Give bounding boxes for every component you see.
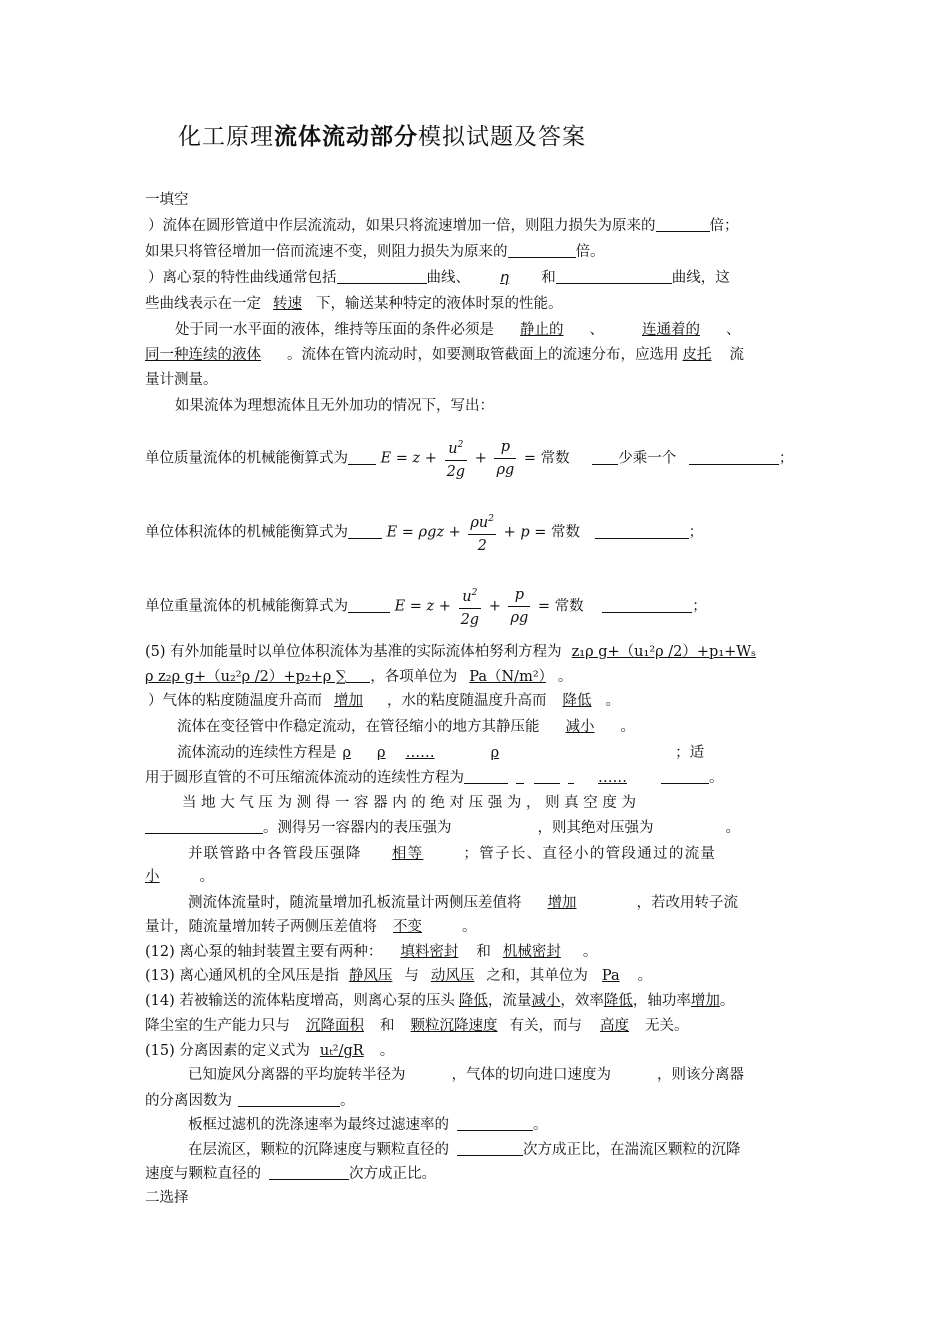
text: ； bbox=[688, 524, 704, 541]
q14-line1 bbox=[145, 992, 734, 1010]
den: 2g bbox=[446, 464, 466, 480]
q7-line bbox=[145, 718, 635, 736]
text: 。 bbox=[725, 820, 740, 836]
text: 。 bbox=[637, 968, 653, 984]
text: (14) 若被输送的流体粘度增高，则离心泵的压头 bbox=[145, 993, 455, 1009]
fraction bbox=[508, 584, 530, 629]
answer-blank bbox=[508, 243, 576, 258]
answer: ρ bbox=[490, 745, 500, 761]
formula: + p bbox=[503, 524, 530, 541]
q8-line2 bbox=[145, 769, 724, 787]
text: 倍； bbox=[709, 218, 739, 234]
text: ，则其绝对压强为 bbox=[537, 820, 654, 836]
text: 次方成正比。 bbox=[349, 1166, 436, 1182]
text: = 常数 bbox=[537, 598, 584, 615]
text: 些曲线表示在一定 bbox=[145, 296, 261, 312]
text: 单位重量流体的机械能衡算式为 bbox=[145, 598, 348, 615]
answer: …… bbox=[598, 770, 627, 786]
text: (13) 离心通风机的全风压是指 bbox=[145, 968, 339, 984]
text: = 常数 bbox=[534, 524, 581, 541]
text: 和 bbox=[476, 944, 491, 960]
formula: E = z + bbox=[394, 598, 451, 615]
answer: 同一种连续的液体 bbox=[145, 347, 261, 363]
text: (15) 分离因素的定义式为 bbox=[145, 1043, 310, 1059]
text: 处于同一水平面的液体，维持等压面的条件必须是 bbox=[175, 322, 494, 338]
blank bbox=[346, 668, 370, 683]
answer: uₜ²/gR bbox=[319, 1043, 364, 1059]
q8-line1 bbox=[145, 744, 704, 762]
q4-volume-eq bbox=[145, 508, 703, 557]
answer: 皮托 bbox=[682, 347, 712, 363]
text: 量计，随流量增加转子两侧压差值将 bbox=[145, 919, 377, 935]
text: ，流量 bbox=[487, 993, 532, 1009]
text: 次方成正比，在湍流区颗粒的沉降 bbox=[523, 1142, 741, 1158]
answer: …… bbox=[405, 745, 435, 761]
q17-line bbox=[188, 1116, 548, 1134]
text: 。流体在管内流动时，如要测取管截面上的流速分布，应选用 bbox=[287, 347, 679, 363]
answer: 高度 bbox=[600, 1018, 629, 1034]
answer: 相等 bbox=[391, 846, 424, 862]
section-heading-choice: 二选择 bbox=[145, 1190, 189, 1206]
text: (12) 离心泵的轴封装置主要有两种： bbox=[145, 944, 383, 960]
answer: 转速 bbox=[273, 296, 302, 312]
title-part: 模拟试题及答案 bbox=[418, 124, 586, 150]
q9-line2 bbox=[145, 819, 740, 837]
text: 之和，其单位为 bbox=[486, 968, 588, 984]
q5-line1 bbox=[145, 643, 756, 661]
q6-line bbox=[145, 692, 620, 710]
q11-line1 bbox=[188, 894, 738, 912]
answer: 机械密封 bbox=[502, 944, 561, 960]
blank bbox=[457, 1141, 523, 1156]
q16-line2 bbox=[145, 1092, 355, 1110]
text: 并联管路中各管段压强降 bbox=[188, 846, 362, 862]
q4-intro: 如果流体为理想流体且无外加功的情况下，写出： bbox=[175, 398, 494, 414]
answer: 连通着的 bbox=[642, 322, 700, 338]
blank bbox=[348, 450, 376, 465]
blank bbox=[689, 450, 779, 465]
text: 流体流动的连续性方程是 bbox=[177, 745, 337, 761]
answer: ρ bbox=[342, 745, 352, 761]
text: ； bbox=[778, 450, 794, 467]
num: p bbox=[494, 436, 516, 459]
q10-line2 bbox=[145, 868, 214, 886]
q4-mass-eq bbox=[145, 434, 793, 483]
q16-line1 bbox=[188, 1066, 744, 1084]
answer: Pa bbox=[601, 968, 620, 984]
text: ；管子长、直径小的管段通过的流量 bbox=[463, 846, 717, 862]
text: ，各项单位为 bbox=[370, 669, 458, 685]
answer: 增加 bbox=[334, 693, 363, 709]
blank bbox=[457, 1116, 533, 1131]
q11-line2 bbox=[145, 918, 477, 936]
q1-line2 bbox=[145, 243, 605, 261]
answer: 静止的 bbox=[520, 322, 564, 338]
fraction bbox=[468, 508, 496, 557]
text: = 常数 bbox=[523, 450, 570, 467]
formula: + bbox=[488, 598, 501, 615]
text: 板框过滤机的洗涤速率为最终过滤速率的 bbox=[188, 1117, 449, 1133]
num: $u^2$ bbox=[445, 434, 468, 461]
answer: 增加 bbox=[690, 993, 720, 1009]
answer: 填料密封 bbox=[400, 944, 459, 960]
text: ； bbox=[692, 598, 707, 615]
text: 的分离因数为 bbox=[145, 1093, 232, 1109]
answer: 降低 bbox=[603, 993, 633, 1009]
text: 用于圆形直管的不可压缩流体流动的连续性方程为 bbox=[145, 770, 464, 786]
section-heading-fill: 一填空 bbox=[145, 192, 189, 208]
text: 、 bbox=[726, 322, 741, 338]
text: 速度与颗粒直径的 bbox=[145, 1166, 261, 1182]
text: ；适 bbox=[675, 745, 705, 761]
text: 。 bbox=[340, 1093, 355, 1109]
q3-line3: 量计测量。 bbox=[145, 372, 218, 388]
text: 。 bbox=[605, 693, 620, 709]
answer: 不变 bbox=[393, 919, 422, 935]
q13-line bbox=[145, 967, 652, 985]
answer: 动风压 bbox=[430, 968, 475, 984]
q2-line2 bbox=[145, 295, 563, 313]
text: ，若改用转子流 bbox=[636, 895, 738, 911]
text: 。 bbox=[533, 1117, 548, 1133]
text: ，则该分离器 bbox=[657, 1067, 744, 1083]
text: (5) 有外加能量时以单位体积流体为基准的实际流体柏努利方程为 bbox=[145, 644, 562, 660]
blank bbox=[348, 524, 382, 539]
text: 倍。 bbox=[575, 244, 605, 260]
note: 少乘一个 bbox=[618, 450, 677, 467]
q15-line bbox=[145, 1042, 394, 1060]
text: 。 bbox=[199, 869, 214, 885]
answer-blank bbox=[556, 269, 672, 284]
text: 流体在变径管中作稳定流动，在管径缩小的地方其静压能 bbox=[177, 719, 540, 735]
text: 测流体流量时，随流量增加孔板流量计两侧压差值将 bbox=[188, 895, 522, 911]
answer-blank bbox=[337, 269, 427, 284]
q9-line1: 当 地 大 气 压 为 测 得 一 容 器 内 的 绝 对 压 强 为 ， 则 真 空 度 为 bbox=[182, 795, 637, 811]
text: 单位体积流体的机械能衡算式为 bbox=[145, 524, 348, 541]
q2-line1 bbox=[145, 269, 730, 287]
text: ，气体的切向进口速度为 bbox=[451, 1067, 611, 1083]
answer: ρ z₂ρ g+（u₂²ρ /2）+p₂+ρ ∑ bbox=[145, 669, 347, 685]
blank bbox=[592, 450, 618, 465]
text: 曲线、 bbox=[426, 270, 470, 286]
text: 在层流区，颗粒的沉降速度与颗粒直径的 bbox=[188, 1142, 449, 1158]
text: ，水的粘度随温度升高而 bbox=[387, 693, 547, 709]
blank bbox=[145, 819, 263, 834]
text: 和 bbox=[380, 1018, 395, 1034]
answer: 减小 bbox=[565, 719, 595, 735]
num: $u^2$ bbox=[459, 582, 482, 609]
answer-blank bbox=[656, 217, 710, 232]
blank bbox=[595, 524, 689, 539]
text: 降尘室的生产能力只与 bbox=[145, 1018, 290, 1034]
text: 。 bbox=[582, 944, 598, 960]
q18-line1 bbox=[188, 1141, 741, 1159]
text: 、 bbox=[589, 322, 604, 338]
q10-line1 bbox=[188, 845, 716, 863]
text: 单位质量流体的机械能衡算式为 bbox=[145, 450, 348, 467]
text: 。测得另一容器内的表压强为 bbox=[263, 820, 452, 836]
blank bbox=[516, 769, 524, 784]
title-bold-part: 流体流动部分 bbox=[274, 124, 418, 150]
answer: z₁ρ g+（u₁²ρ /2）+p₁+Wₛ bbox=[571, 644, 757, 660]
q1-line1 bbox=[145, 217, 739, 235]
text: 如果只将管径增加一倍而流速不变，则阻力损失为原来的 bbox=[145, 244, 508, 260]
answer: 增加 bbox=[547, 895, 577, 911]
answer: 减小 bbox=[531, 993, 561, 1009]
den: 2 bbox=[477, 538, 487, 554]
text: 。 bbox=[462, 919, 477, 935]
text: ）流体在圆形管道中作层流流动，如果只将流速增加一倍，则阻力损失为原来的 bbox=[148, 218, 656, 234]
q3-line2 bbox=[145, 346, 744, 364]
q12-line bbox=[145, 943, 597, 961]
q18-line2 bbox=[145, 1165, 436, 1183]
text: ，轴功率 bbox=[632, 993, 691, 1009]
formula: E = z + bbox=[380, 450, 437, 467]
text: ）气体的粘度随温度升高而 bbox=[148, 693, 322, 709]
q4-weight-eq bbox=[145, 582, 707, 631]
den: ρg bbox=[510, 610, 529, 626]
den: 2g bbox=[460, 612, 480, 628]
fraction bbox=[445, 434, 468, 483]
text: 。 bbox=[719, 993, 735, 1009]
text: ）离心泵的特性曲线通常包括 bbox=[148, 270, 337, 286]
blank bbox=[464, 769, 508, 784]
blank bbox=[238, 1092, 340, 1107]
text: 。 bbox=[620, 719, 635, 735]
blank bbox=[661, 769, 709, 784]
answer: 降低 bbox=[458, 993, 488, 1009]
text: 曲线，这 bbox=[671, 270, 730, 286]
num: $\rho u^2$ bbox=[468, 508, 496, 535]
formula: + bbox=[474, 450, 487, 467]
answer: ρ bbox=[377, 745, 386, 761]
answer: Pa（N/m²） bbox=[469, 669, 546, 685]
den: ρg bbox=[496, 462, 515, 478]
formula: E = ρgz + bbox=[386, 524, 461, 541]
q5-line2 bbox=[145, 668, 572, 686]
q3-line1 bbox=[145, 321, 741, 339]
blank bbox=[568, 769, 574, 784]
answer: 颗粒沉降速度 bbox=[410, 1018, 498, 1034]
text: 有关，而与 bbox=[509, 1018, 582, 1034]
text: 和 bbox=[541, 270, 556, 286]
text: 已知旋风分离器的平均旋转半径为 bbox=[188, 1067, 406, 1083]
page-title bbox=[178, 118, 586, 151]
q14-line2 bbox=[145, 1017, 689, 1035]
fraction bbox=[494, 436, 516, 481]
blank bbox=[348, 598, 390, 613]
num: p bbox=[508, 584, 530, 607]
text: 无关。 bbox=[645, 1018, 689, 1034]
text: ，效率 bbox=[560, 993, 604, 1009]
blank bbox=[269, 1165, 349, 1180]
title-part: 化工原理 bbox=[178, 124, 274, 150]
fraction bbox=[459, 582, 482, 631]
blank bbox=[534, 769, 560, 784]
answer-eta: η bbox=[500, 270, 510, 286]
text: 。 bbox=[557, 669, 573, 685]
text: 。 bbox=[709, 770, 724, 786]
text: 与 bbox=[404, 968, 419, 984]
text: 下，输送某种特定的液体时泵的性能。 bbox=[316, 296, 563, 312]
answer: 静风压 bbox=[348, 968, 393, 984]
text: 。 bbox=[379, 1043, 395, 1059]
answer: 降低 bbox=[562, 693, 592, 709]
answer: 小 bbox=[145, 869, 160, 885]
text: 流 bbox=[729, 347, 744, 363]
answer: 沉降面积 bbox=[306, 1018, 364, 1034]
blank bbox=[602, 598, 692, 613]
